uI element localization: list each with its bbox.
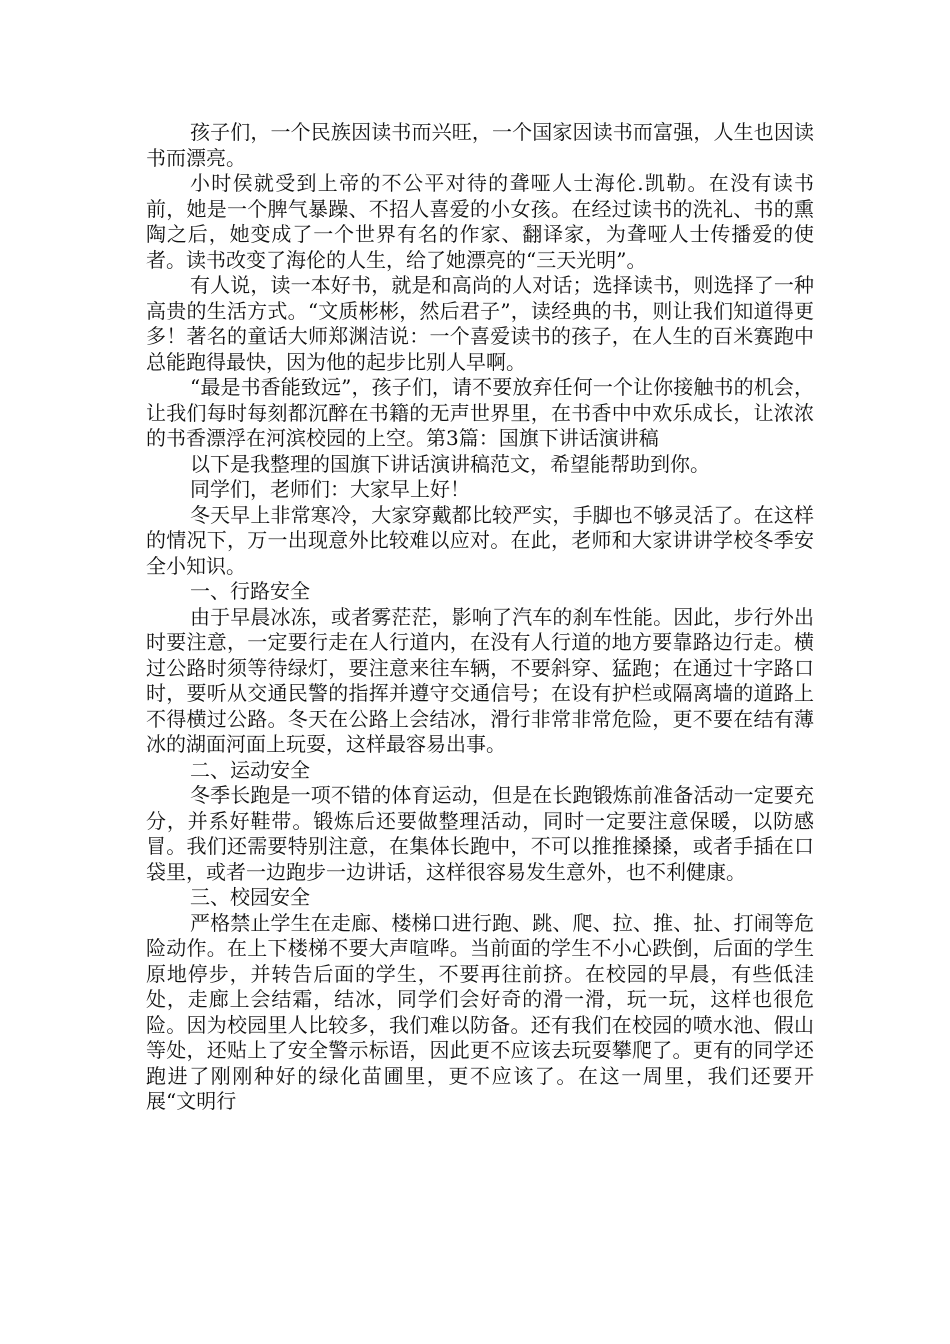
paragraph: 以下是我整理的国旗下讲话演讲稿范文，希望能帮助到你。 — [190, 451, 710, 476]
paragraph: 孩子们，一个民族因读书而兴旺，一个国家因读书而富强，人生也因读书而漂亮。 — [146, 120, 814, 170]
paragraph: 冬季长跑是一项不错的体育运动，但是在长跑锻炼前准备活动一定要充分，并系好鞋带。锻炼后还要做整理活动，同时一定要注意保暖，以防感冒。我们还需要特别注意，在集体长跑中，不可以推推搡搡，或者手插在口袋里，或者一边跑步一边讲话，这样很容易发生意外，也不利健康。 — [146, 783, 814, 884]
section-heading: 三、校园安全 — [190, 885, 310, 909]
paragraph: 严格禁止学生在走廊、楼梯口进行跑、跳、爬、拉、推、扯、打闹等危险动作。在上下楼梯不要大声喧哗。当前面的学生不小心跌倒，后面的学生原地停步，并转告后面的学生，不要再往前挤。在校园的早晨，有些低洼处，走廊上会结霜，结冰，同学们会好奇的滑一滑，玩一玩，这样也很危险。因为校园里人比较多，我们难以防备。还有我们在校园的喷水池、假山等处，还贴上了安全警示标语，因此更不应该去玩耍攀爬了。更有的同学还跑进了刚刚种好的绿化苗圃里，更不应该了。在这一周里，我们还要开展“文明行 — [146, 910, 814, 1113]
section-heading: 二、运动安全 — [190, 757, 310, 782]
paragraph: 有人说，读一本好书，就是和高尚的人对话；选择读书，则选择了一种高贵的生活方式。“文质彬彬，然后君子”，读经典的书，则让我们知道得更多！著名的童话大师郑渊洁说：一个喜爱读书的孩子，在人生的百米赛跑中总能跑得最快，因为他的起步比别人早啊。 — [146, 273, 814, 374]
paragraph: “最是书香能致远”，孩子们，请不要放弃任何一个让你接触书的机会，让我们每时每刻都沉醉在书籍的无声世界里，在书香中中欢乐成长，让浓浓的书香漂浮在河滨校园的上空。第3篇：国旗下讲话演讲稿 — [146, 375, 814, 450]
paragraph: 冬天早上非常寒冷，大家穿戴都比较严实，手脚也不够灵活了。在这样的情况下，万一出现意外比较难以应对。在此，老师和大家讲讲学校冬季安全小知识。 — [146, 502, 814, 578]
body-text — [146, 120, 814, 1115]
section-heading: 一、行路安全 — [190, 579, 310, 603]
paragraph: 小时侯就受到上帝的不公平对待的聋哑人士海伦.凯勒。在没有读书前，她是一个脾气暴躁、不招人喜爱的小女孩。在经过读书的洗礼、书的熏陶之后，她变成了一个世界有名的作家、翻译家，为聋哑人士传播爱的使者。读书改变了海伦的人生，给了她漂亮的“三天光明”。 — [146, 171, 814, 272]
paragraph: 由于早晨冰冻，或者雾茫茫，影响了汽车的刹车性能。因此，步行外出时要注意，一定要行走在人行道内，在没有人行道的地方要靠路边行走。横过公路时须等待绿灯，要注意来往车辆，不要斜穿、猛跑；在通过十字路口时，要听从交通民警的指挥并遵守交通信号；在设有护栏或隔离墙的道路上不得横过公路。冬天在公路上会结冰，滑行非常非常危险，更不要在结有薄冰的湖面河面上玩耍，这样最容易出事。 — [146, 604, 814, 756]
greeting: 同学们，老师们：大家早上好！ — [190, 477, 470, 501]
